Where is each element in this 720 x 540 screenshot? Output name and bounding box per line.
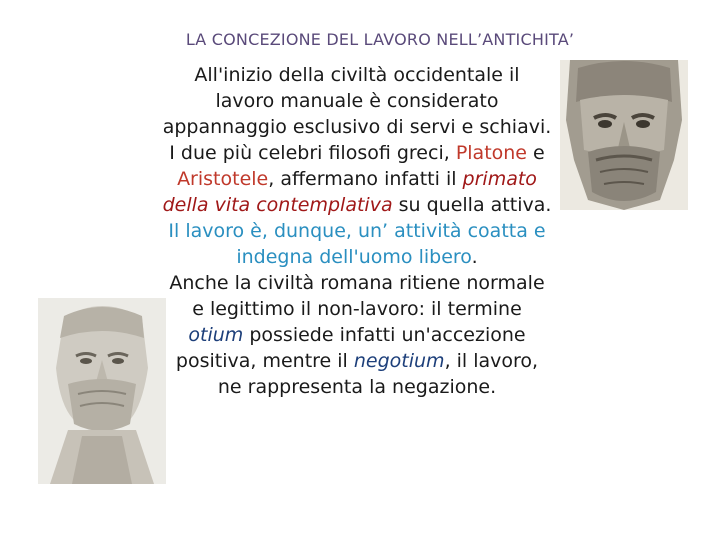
paragraph-1 bbox=[163, 64, 552, 268]
p1-conj: e bbox=[527, 142, 545, 164]
p1-period: . bbox=[471, 246, 478, 268]
primato-phrase: primato della vita contemplativa bbox=[162, 168, 537, 216]
conclusion-phrase: Il lavoro è, dunque, un’ attività coatta e indegna dell'uomo libero bbox=[168, 220, 546, 268]
paragraph-2 bbox=[162, 270, 552, 400]
name-platone: Platone bbox=[455, 142, 527, 164]
bust-portrait-platone bbox=[560, 60, 688, 210]
p2-mid: possiede infatti un'accezione positiva, mentre il bbox=[175, 324, 526, 372]
p2-end: , il lavoro, ne rappresenta la negazione. bbox=[217, 350, 539, 398]
name-aristotele: Aristotele bbox=[177, 168, 269, 190]
bust-portrait-aristotele bbox=[38, 298, 166, 484]
p1-mid: , affermano infatti il bbox=[268, 168, 463, 190]
term-negotium: negotium bbox=[353, 350, 445, 372]
p2-intro: Anche la civiltà romana ritiene normale e legittimo il non-lavoro: il termine bbox=[169, 272, 545, 320]
p1-intro: All'inizio della civiltà occidentale il lavoro manuale è considerato appannaggio esclusivo di servi e schiavi. I due più celebri filosofi greci, bbox=[162, 64, 552, 164]
slide-title: LA CONCEZIONE DEL LAVORO NELL’ANTICHITA’ bbox=[185, 30, 575, 49]
body-text bbox=[162, 62, 552, 400]
term-otium: otium bbox=[188, 324, 244, 346]
p1-after-primato: su quella attiva. bbox=[392, 194, 552, 216]
